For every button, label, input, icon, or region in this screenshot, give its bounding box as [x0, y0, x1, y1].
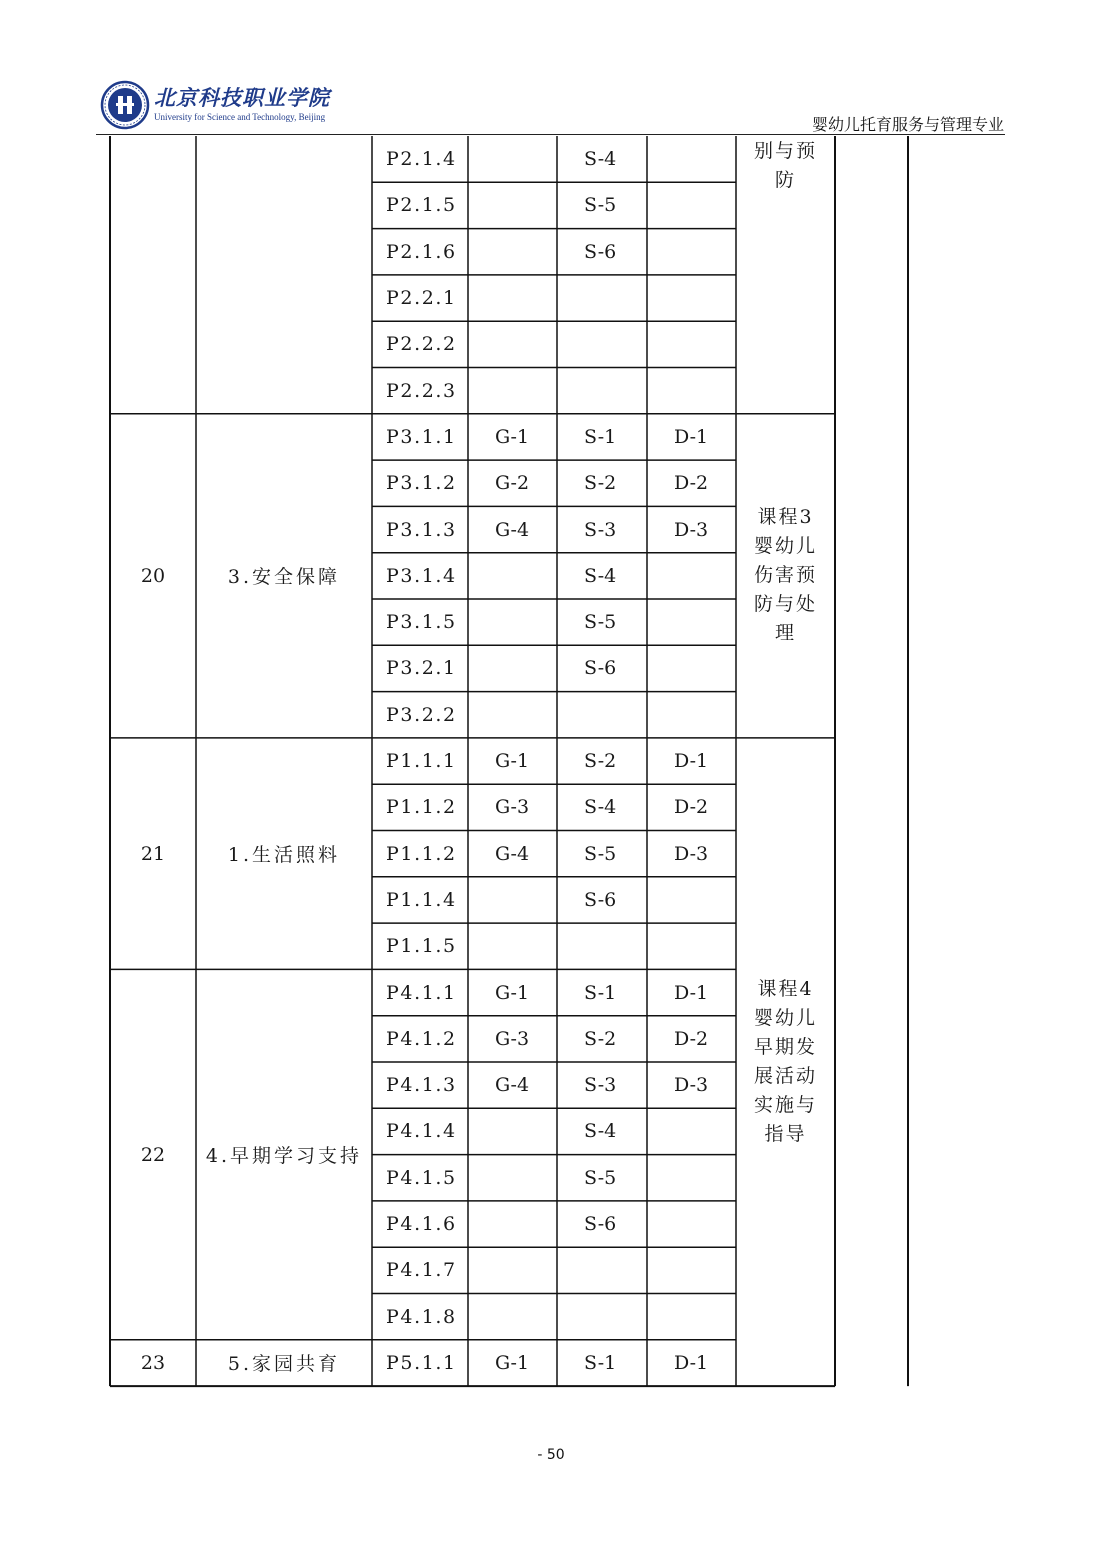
group-number: 23 — [140, 1351, 166, 1374]
g-cell — [468, 645, 557, 691]
code-cell: P1.1.5 — [386, 935, 457, 958]
s-cell — [557, 1247, 647, 1293]
course-line-text: 课程4 — [757, 977, 814, 1000]
s-cell: S-4 — [584, 1120, 617, 1143]
code-cell: P4.1.5 — [386, 1166, 457, 1189]
d-cell — [647, 1294, 736, 1340]
g-cell — [468, 368, 557, 414]
g-cell — [468, 136, 557, 182]
g-cell — [468, 229, 557, 275]
d-cell: D-3 — [674, 518, 709, 541]
g-cell: G-2 — [495, 472, 530, 495]
s-cell: S-1 — [584, 1351, 617, 1374]
code-cell: P2.2.3 — [386, 379, 457, 402]
code-cell: P4.1.6 — [386, 1213, 457, 1236]
d-cell — [647, 1108, 736, 1154]
group-number: 21 — [140, 842, 166, 865]
d-cell: D-2 — [674, 472, 709, 495]
g-cell: G-3 — [495, 796, 530, 819]
g-cell: G-1 — [495, 750, 530, 773]
code-cell: P4.1.1 — [386, 981, 457, 1004]
s-cell: S-4 — [584, 148, 617, 171]
s-cell: S-3 — [584, 518, 617, 541]
s-cell: S-1 — [584, 425, 617, 448]
code-cell: P2.2.2 — [386, 333, 457, 356]
s-cell: S-5 — [584, 194, 617, 217]
group-category: 3.安全保障 — [227, 566, 341, 589]
s-cell: S-6 — [584, 1213, 617, 1236]
code-cell: P4.1.2 — [386, 1027, 457, 1050]
code-cell: P2.1.4 — [386, 148, 457, 171]
s-cell: S-4 — [584, 564, 617, 587]
s-cell: S-6 — [584, 240, 617, 263]
group-number: 20 — [140, 564, 166, 587]
course-line-text: 课程3 — [757, 506, 814, 529]
d-cell: D-3 — [674, 842, 709, 865]
course-cell — [736, 414, 835, 738]
course-line-text: 展活动 — [753, 1064, 817, 1087]
group-number: 22 — [140, 1143, 166, 1166]
s-cell — [557, 275, 647, 321]
code-cell: P4.1.4 — [386, 1120, 457, 1143]
d-cell — [647, 275, 736, 321]
course-line-text: 别与预 — [753, 140, 817, 162]
d-cell — [647, 321, 736, 367]
d-cell — [647, 1155, 736, 1201]
code-cell: P3.2.2 — [386, 703, 457, 726]
d-cell — [647, 182, 736, 228]
code-cell: P3.2.1 — [386, 657, 457, 680]
s-cell: S-4 — [584, 796, 617, 819]
d-cell — [647, 136, 736, 182]
code-cell: P2.1.6 — [386, 240, 457, 263]
s-cell — [557, 1294, 647, 1340]
course-line-text: 理 — [774, 622, 796, 645]
s-cell: S-1 — [584, 981, 617, 1004]
code-cell: P4.1.7 — [386, 1259, 457, 1282]
page-header — [96, 74, 1006, 136]
college-name-en: University for Science and Technology, Beijing — [154, 112, 326, 122]
d-cell — [647, 599, 736, 645]
code-cell: P1.1.2 — [386, 796, 457, 819]
college-seal-icon — [100, 80, 150, 130]
course-line-text: 指导 — [764, 1122, 807, 1145]
course-line-text: 伤害预 — [753, 564, 817, 587]
course-line-text: 婴幼儿 — [753, 535, 817, 558]
s-cell: S-2 — [584, 1027, 617, 1050]
d-cell — [647, 368, 736, 414]
d-cell: D-3 — [674, 1074, 709, 1097]
g-cell: G-1 — [495, 1351, 530, 1374]
course-cell — [736, 923, 835, 1201]
g-cell: G-4 — [495, 1074, 530, 1097]
d-cell — [647, 553, 736, 599]
g-cell — [468, 923, 557, 969]
s-cell — [557, 923, 647, 969]
d-cell: D-1 — [674, 425, 709, 448]
s-cell: S-6 — [584, 888, 617, 911]
group-number — [110, 136, 196, 414]
s-cell: S-2 — [584, 472, 617, 495]
s-cell: S-5 — [584, 842, 617, 865]
s-cell: S-6 — [584, 657, 617, 680]
course-cell — [736, 137, 835, 413]
s-cell: S-5 — [584, 611, 617, 634]
d-cell: D-1 — [674, 750, 709, 773]
d-cell: D-2 — [674, 1027, 709, 1050]
g-cell — [468, 553, 557, 599]
code-cell: P5.1.1 — [386, 1351, 457, 1374]
code-cell: P3.1.3 — [386, 518, 457, 541]
g-cell — [468, 1201, 557, 1247]
code-cell: P2.1.5 — [386, 194, 457, 217]
code-cell: P3.1.5 — [386, 611, 457, 634]
g-cell — [468, 1108, 557, 1154]
page-number: - 50 — [537, 1447, 565, 1463]
g-cell — [468, 599, 557, 645]
s-cell — [557, 692, 647, 738]
d-cell — [647, 1201, 736, 1247]
g-cell — [468, 1247, 557, 1293]
d-cell — [647, 877, 736, 923]
g-cell: G-4 — [495, 842, 530, 865]
group-category: 1.生活照料 — [227, 844, 341, 867]
d-cell: D-1 — [674, 1351, 709, 1374]
d-cell — [647, 229, 736, 275]
g-cell — [468, 877, 557, 923]
g-cell — [468, 1155, 557, 1201]
g-cell — [468, 692, 557, 738]
g-cell — [468, 1294, 557, 1340]
d-cell — [647, 923, 736, 969]
course-line-text: 防与处 — [753, 593, 817, 616]
s-cell: S-3 — [584, 1074, 617, 1097]
s-cell — [557, 368, 647, 414]
major-title: 婴幼儿托育服务与管理专业 — [811, 115, 1004, 134]
s-cell: S-5 — [584, 1166, 617, 1189]
s-cell: S-2 — [584, 750, 617, 773]
code-cell: P3.1.4 — [386, 564, 457, 587]
g-cell: G-3 — [495, 1027, 530, 1050]
code-cell: P4.1.3 — [386, 1074, 457, 1097]
code-cell: P4.1.8 — [386, 1305, 457, 1328]
group-category: 5.家园共育 — [227, 1353, 341, 1376]
college-name-cn: 北京科技职业学院 — [154, 85, 330, 110]
code-cell: P3.1.2 — [386, 472, 457, 495]
header-divider — [96, 134, 1005, 135]
group-category — [196, 136, 372, 414]
g-cell — [468, 321, 557, 367]
g-cell: G-1 — [495, 981, 530, 1004]
g-cell — [468, 182, 557, 228]
s-cell — [557, 321, 647, 367]
code-cell: P1.1.1 — [386, 750, 457, 773]
course-line-text: 婴幼儿 — [753, 1006, 817, 1029]
group-category: 4.早期学习支持 — [205, 1145, 363, 1168]
d-cell — [647, 645, 736, 691]
g-cell: G-1 — [495, 425, 530, 448]
course-line-text: 早期发 — [753, 1035, 817, 1058]
d-cell — [647, 692, 736, 738]
d-cell — [647, 1247, 736, 1293]
course-line-text: 防 — [774, 169, 796, 191]
d-cell: D-1 — [674, 981, 709, 1004]
code-cell: P3.1.1 — [386, 425, 457, 448]
course-line-text: 实施与 — [753, 1093, 817, 1116]
code-cell: P1.1.4 — [386, 888, 457, 911]
code-cell: P1.1.2 — [386, 842, 457, 865]
g-cell — [468, 275, 557, 321]
d-cell: D-2 — [674, 796, 709, 819]
code-cell: P2.2.1 — [386, 287, 457, 310]
g-cell: G-4 — [495, 518, 530, 541]
